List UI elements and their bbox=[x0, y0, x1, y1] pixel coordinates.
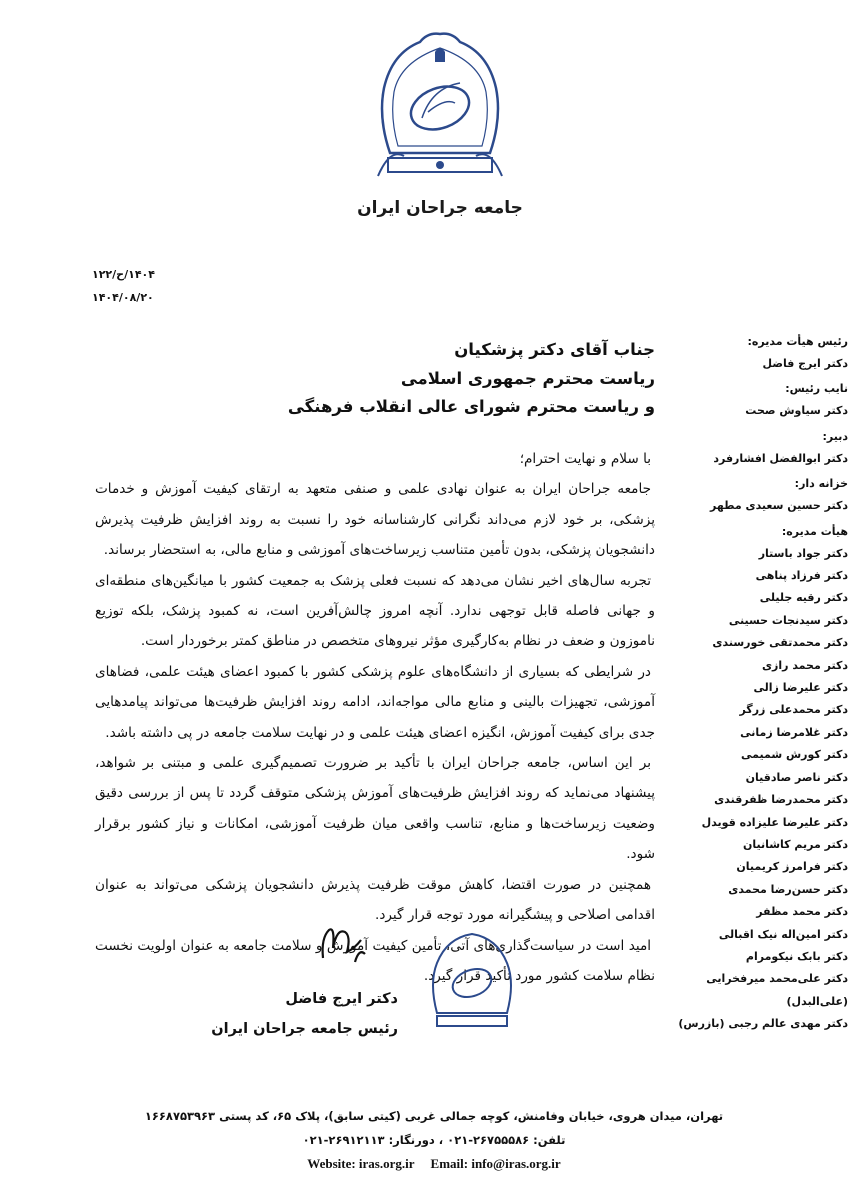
board-member-name: دکتر مریم کاشانیان bbox=[742, 837, 848, 851]
board-member-name: دکتر علیرضا علیزاده قویدل bbox=[701, 815, 848, 829]
organization-name: جامعه جراحان ایران bbox=[357, 198, 523, 218]
board-role-heading: رئیس هیأت مدیره: bbox=[747, 335, 848, 348]
phone-fax: تلفن: ۲۶۷۵۵۵۸۶-۰۲۱ ، دورنگار: ۲۶۹۱۲۱۱۳-۰۲۱ bbox=[302, 1133, 566, 1147]
board-member-name: دکتر امین‌اله نیک اقبالی bbox=[718, 927, 848, 941]
board-member-name: دکتر فرامرز کریمیان bbox=[736, 860, 848, 874]
paragraph: امید است در سیاست‌گذاری‌های آتی، تأمین کیفیت آموزش و سلامت جامعه به عنوان اولویت نخست نظام سلامت کشور مورد تأکید قرار گیرد. bbox=[95, 937, 655, 984]
signer-block bbox=[211, 984, 398, 1044]
board-member-name: دکتر ایرج فاضل bbox=[762, 357, 848, 370]
board-member-name: دکتر حسین سعیدی مطهر bbox=[710, 499, 848, 513]
letterhead-footer bbox=[0, 1104, 868, 1176]
website: Website: iras.org.ir bbox=[307, 1156, 415, 1171]
board-member-name: دکتر ابوالفضل افشارفرد bbox=[713, 451, 848, 465]
board-role-heading: نایب رئیس: bbox=[785, 382, 848, 396]
board-member-name: دکتر جواد باستار bbox=[758, 546, 848, 560]
letter-date: ۱۴۰۴/۰۸/۲۰ bbox=[92, 291, 154, 304]
board-member-name: دکتر مهدی عالم رجبی (بازرس) bbox=[678, 1017, 848, 1031]
board-member-name: دکتر غلامرضا زمانی bbox=[740, 725, 848, 739]
handwritten-signature bbox=[315, 918, 375, 968]
paragraph: تجربه سال‌های اخیر نشان می‌دهد که نسبت فعلی پزشک به جمعیت کشور با میانگین‌های منطقه‌ای و جهانی فاصله قابل توجهی ندارد. آنچه امروز چالش‌آفرین است، نه کمبود پزشک، بلکه توزیع ناموزون و ضعف در نظام به‌کارگیری مؤثر نیروهای متخصص در مناطق کمتر برخوردار است. bbox=[95, 572, 655, 650]
board-member-name: دکتر ناصر صادقیان bbox=[745, 770, 848, 784]
board-member-name: دکتر محمد رازی bbox=[761, 658, 848, 672]
board-member-name: دکتر محمدتقی خورسندی bbox=[712, 636, 848, 650]
signer-title: رئیس جامعه جراحان ایران bbox=[211, 1021, 398, 1037]
letter-number: ۱۴۰۴/ح/۱۲۲ bbox=[92, 268, 155, 281]
signer-name: دکتر ایرج فاضل bbox=[285, 991, 398, 1007]
board-role-heading: دبیر: bbox=[822, 429, 848, 443]
paragraph: همچنین در صورت اقتضا، کاهش موقت ظرفیت پذیرش دانشجویان پزشکی می‌تواند به عنوان اقدامی اصلاحی و پیشگیرانه مورد توجه قرار گیرد. bbox=[95, 876, 655, 924]
board-member-name: دکتر سیاوش صحت bbox=[745, 404, 848, 418]
board-member-name: دکتر رقیه جلیلی bbox=[759, 591, 848, 605]
board-role-heading: هیأت مدیره: bbox=[781, 524, 848, 538]
board-member-name: دکتر سیدنجات حسینی bbox=[728, 613, 848, 627]
board-member-name: دکتر محمد مظفر bbox=[756, 905, 848, 919]
board-member-name: دکتر حسن‌رضا محمدی bbox=[728, 882, 848, 896]
recipient-line: ریاست محترم جمهوری اسلامی bbox=[400, 368, 655, 388]
board-members-list bbox=[678, 328, 848, 1036]
address: تهران، میدان هروی، خیابان وفامنش، کوچه جمالی غربی (کیتی سابق)، پلاک ۶۵، کد پستی ۱۶۶۸۷۵۳۹۶۳ bbox=[144, 1109, 724, 1123]
official-stamp bbox=[425, 928, 520, 1033]
board-member-name: دکتر بابک نیکومرام bbox=[745, 949, 848, 963]
board-member-name: دکتر محمدرضا ظفرقندی bbox=[714, 793, 848, 807]
recipient-line: جناب آقای دکتر پزشکیان bbox=[454, 340, 655, 359]
board-member-name: دکتر علیرضا زالی bbox=[753, 681, 848, 695]
email: Email: info@iras.org.ir bbox=[430, 1156, 561, 1171]
recipient-line: و ریاست محترم شورای عالی انقلاب فرهنگی bbox=[287, 397, 655, 416]
recipient-block bbox=[288, 336, 655, 422]
letter-body bbox=[95, 444, 655, 991]
paragraph: در شرایطی که بسیاری از دانشگاه‌های علوم پزشکی کشور با کمبود اعضای هیئت علمی، فضاهای آموزشی، تجهیزات بالینی و منابع مالی مواجه‌اند، ادامه روند افزایش ظرفیت‌ها می‌تواند پیامدهایی جدی برای کیفیت آموزش، انگیزه اعضای هیئت علمی و در نهایت سلامت جامعه در پی داشته باشد. bbox=[95, 663, 655, 741]
paragraph: جامعه جراحان ایران به عنوان نهادی علمی و صنفی متعهد به ارتقای کیفیت آموزش و خدمات پزشکی، بر خود لازم می‌داند نگرانی کارشناسانه خود را نسبت به روند افزایش ظرفیت پذیرش دانشجویان پزشکی، بدون تأمین متناسب زیرساخت‌های آموزشی و منابع مالی، به استحضار برساند. bbox=[95, 481, 655, 559]
salutation: با سلام و نهایت احترام؛ bbox=[519, 451, 651, 467]
association-logo bbox=[370, 28, 510, 193]
board-member-name: دکتر کورش شمیمی bbox=[740, 748, 848, 762]
board-member-name: دکتر محمدعلی زرگر bbox=[739, 703, 848, 717]
board-member-name: دکتر فرزاد پناهی bbox=[755, 569, 848, 583]
paragraph: بر این اساس، جامعه جراحان ایران با تأکید بر ضرورت تصمیم‌گیری علمی و مبتنی بر شواهد، پیشنهاد می‌نماید که روند افزایش ظرفیت‌های آموزش پزشکی متوقف گردد تا پس از بررسی دقیق وضعیت زیرساخت‌ها و منابع، تناسب واقعی میان ظرفیت آموزشی، امکانات و نیاز کشور برقرار شود. bbox=[95, 755, 655, 863]
board-member-name: دکتر علی‌محمد میرفخرایی (علی‌البدل) bbox=[706, 972, 848, 1008]
board-role-heading: خزانه دار: bbox=[794, 477, 848, 491]
